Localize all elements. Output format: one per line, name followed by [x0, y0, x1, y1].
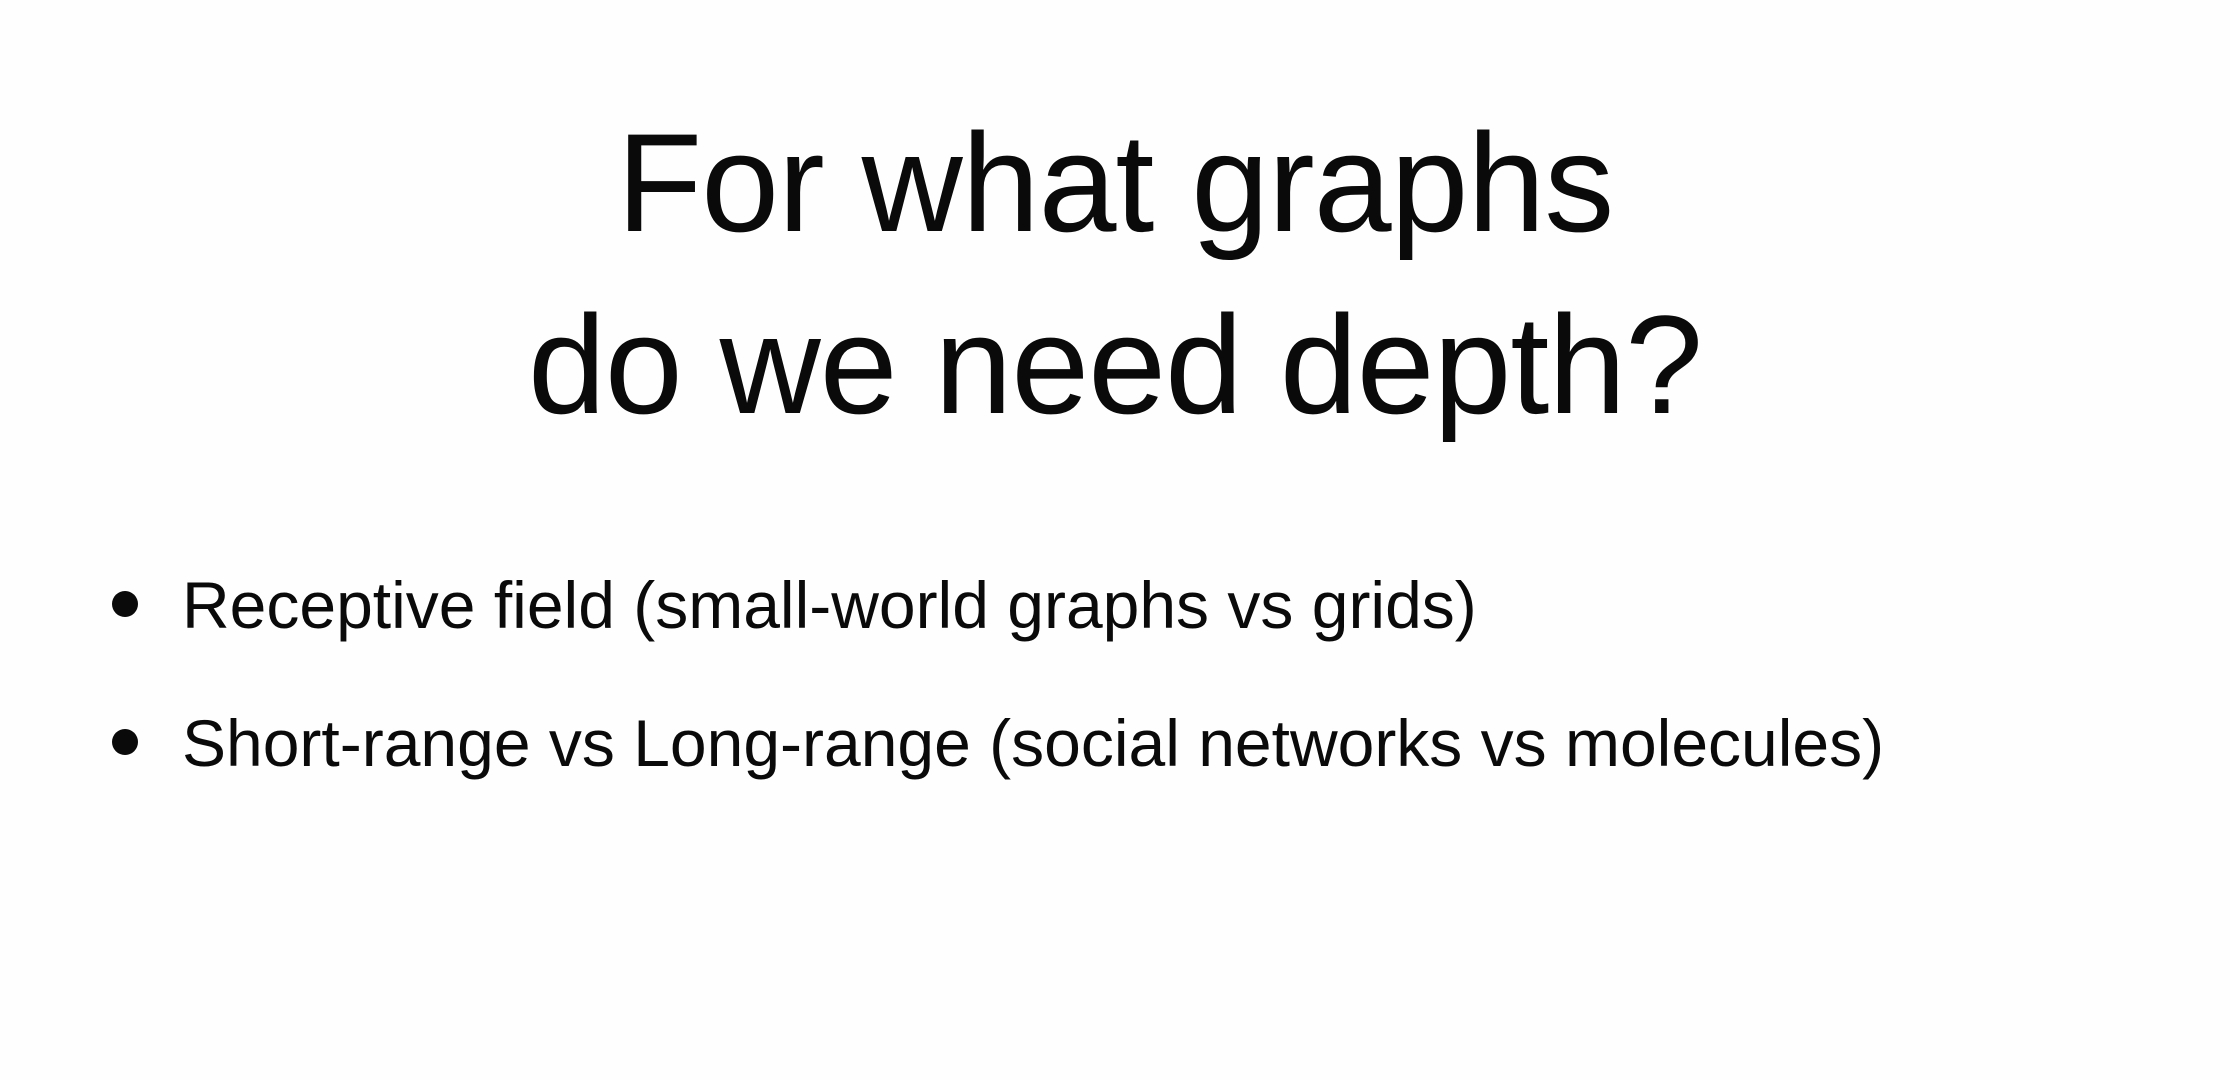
slide-title	[0, 92, 2230, 456]
bullet-item-short-vs-long-range	[0, 693, 2230, 831]
bullet-list	[0, 555, 2230, 831]
bullet-point-icon	[112, 729, 138, 755]
bullet-text: Receptive field (small-world graphs vs grids)	[182, 568, 1477, 642]
slide-title-line-2: do we need depth?	[527, 286, 1703, 443]
slide-title-line-1: For what graphs	[616, 104, 1614, 261]
bullet-point-icon	[112, 591, 138, 617]
bullet-item-receptive-field	[0, 555, 2230, 693]
bullet-text: Short-range vs Long-range (social networks vs molecules)	[182, 706, 1885, 780]
